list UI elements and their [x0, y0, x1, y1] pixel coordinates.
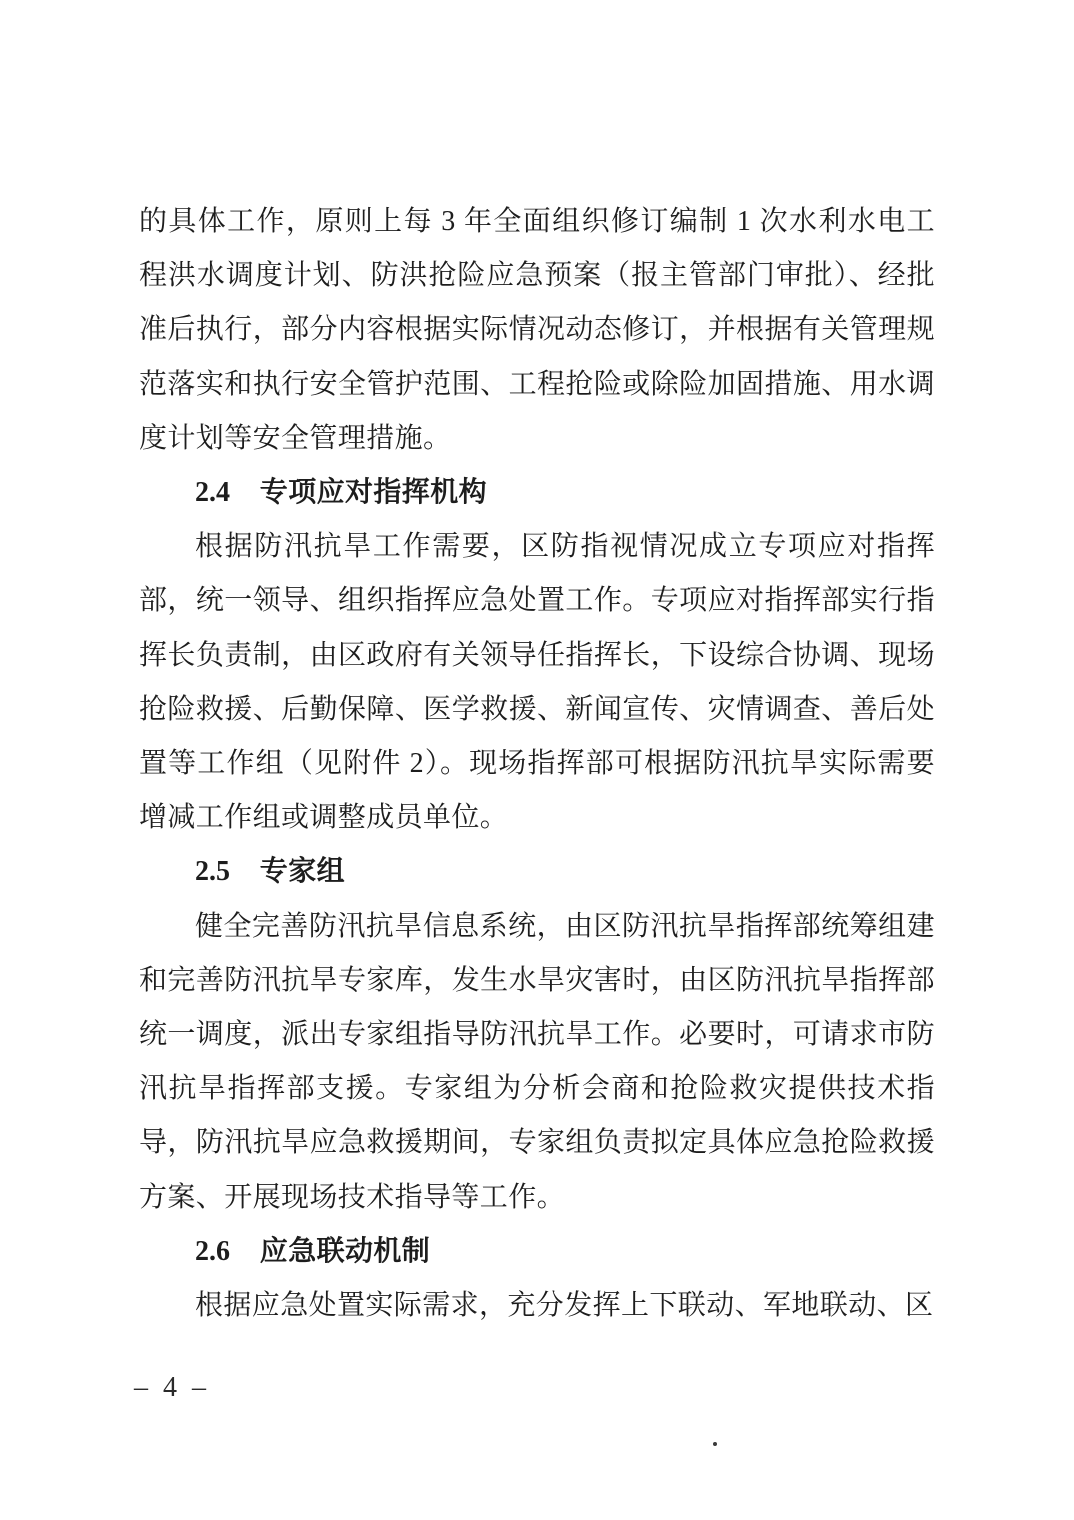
section-heading-2-5	[139, 845, 935, 899]
section-heading-2-6	[139, 1225, 935, 1279]
paragraph-continuation: 的具体工作，原则上每 3 年全面组织修订编制 1 次水利水电工程洪水调度计划、防洪抢险应急预案（报主管部门审批）、经批准后执行，部分内容根据实际情况动态修订，并根据有关管理规范落实和执行安全管护范围、工程抢险或除险加固措施、用水调度计划等安全管理措施。	[139, 206, 935, 454]
document-body	[139, 195, 935, 1333]
section-number: 2.4	[195, 477, 230, 509]
section-title: 应急联动机制	[259, 1235, 431, 1267]
paragraph-section-2-5: 健全完善防汛抗旱信息系统，由区防汛抗旱指挥部统筹组建和完善防汛抗旱专家库，发生水旱灾害时，由区防汛抗旱指挥部统一调度，派出专家组指导防汛抗旱工作。必要时，可请求市防汛抗旱指挥部支援。专家组为分析会商和抢险救灾提供技术指导，防汛抗旱应急救援期间，专家组负责拟定具体应急抢险救援方案、开展现场技术指导等工作。	[139, 910, 935, 1213]
section-number: 2.6	[195, 1235, 230, 1267]
stray-dot	[713, 1442, 717, 1446]
section-number: 2.5	[195, 856, 230, 888]
paragraph-section-2-6: 根据应急处置实际需求，充分发挥上下联动、军地联动、区	[195, 1290, 934, 1322]
paragraph-section-2-4: 根据防汛抗旱工作需要，区防指视情况成立专项应对指挥部，统一领导、组织指挥应急处置工作。专项应对指挥部实行指挥长负责制，由区政府有关领导任指挥长，下设综合协调、现场抢险救援、后勤保障、医学救援、新闻宣传、灾情调查、善后处置等工作组（见附件 2）。现场指挥部可根据防汛抗旱实际需要增减工作组或调整成员单位。	[139, 531, 935, 834]
section-title: 专家组	[259, 856, 345, 888]
section-title: 专项应对指挥机构	[259, 477, 487, 509]
page-number: – 4 –	[134, 1372, 210, 1403]
section-heading-2-4	[139, 466, 935, 520]
